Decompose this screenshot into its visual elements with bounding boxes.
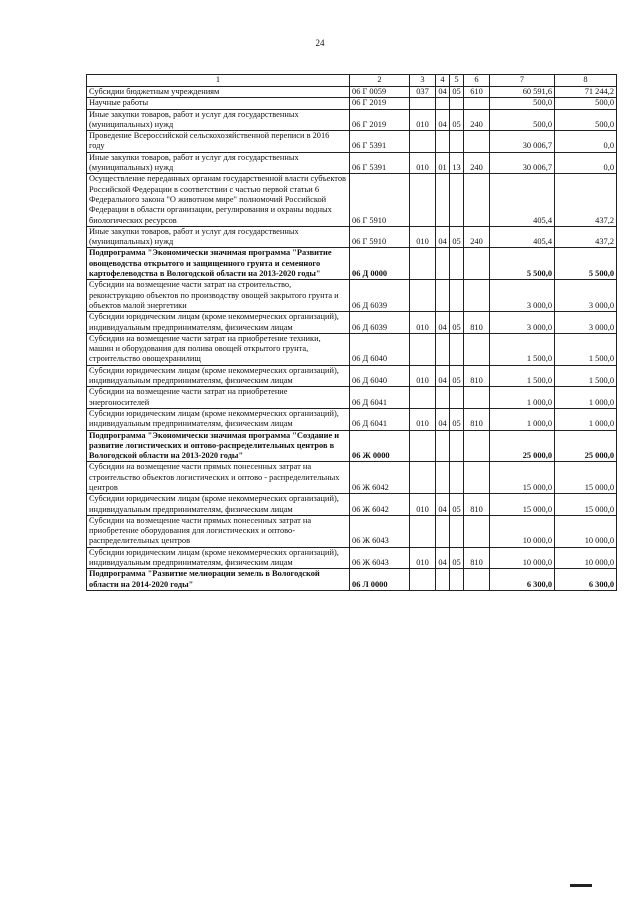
code-cell: 06 Г 0059: [350, 87, 410, 98]
value7-cell: 1 500,0: [490, 333, 555, 365]
row-name-cell: Субсидии юридическим лицам (кроме некоммерческих организаций), индивидуальным предпринимателям, физическим лицам: [87, 494, 350, 516]
table-row: [87, 462, 617, 494]
header-cell: 4: [436, 75, 450, 87]
col4-cell: 04: [436, 312, 450, 334]
value7-cell: 15 000,0: [490, 462, 555, 494]
col5-cell: [450, 280, 464, 312]
col6-cell: [464, 131, 490, 153]
col6-cell: 810: [464, 312, 490, 334]
col5-cell: [450, 515, 464, 547]
code-cell: 06 Г 2019: [350, 98, 410, 109]
col4-cell: [436, 462, 450, 494]
col5-cell: 05: [450, 547, 464, 569]
col4-cell: [436, 280, 450, 312]
table-row: [87, 87, 617, 98]
value7-cell: 5 500,0: [490, 248, 555, 280]
row-name-cell: Иные закупки товаров, работ и услуг для государственных (муниципальных) нужд: [87, 152, 350, 174]
code-cell: 06 Д 6040: [350, 333, 410, 365]
col3-cell: 010: [410, 312, 436, 334]
value7-cell: 25 000,0: [490, 430, 555, 462]
value8-cell: 10 000,0: [555, 515, 617, 547]
header-cell: 5: [450, 75, 464, 87]
value8-cell: 3 000,0: [555, 312, 617, 334]
code-cell: 06 Д 6039: [350, 280, 410, 312]
col6-cell: [464, 387, 490, 409]
col6-cell: [464, 248, 490, 280]
page-number: 24: [315, 38, 325, 48]
row-name-cell: Субсидии бюджетным учреждениям: [87, 87, 350, 98]
value7-cell: 30 006,7: [490, 152, 555, 174]
value8-cell: 500,0: [555, 98, 617, 109]
col3-cell: [410, 280, 436, 312]
col4-cell: 04: [436, 365, 450, 387]
row-name-cell: Иные закупки товаров, работ и услуг для государственных (муниципальных) нужд: [87, 109, 350, 131]
col6-cell: [464, 98, 490, 109]
code-cell: 06 Г 5391: [350, 131, 410, 153]
table-row: [87, 569, 617, 591]
budget-table: [86, 74, 617, 591]
col5-cell: [450, 430, 464, 462]
code-cell: 06 Ж 6042: [350, 494, 410, 516]
table-row: [87, 152, 617, 174]
code-cell: 06 Ж 6043: [350, 515, 410, 547]
col5-cell: 05: [450, 312, 464, 334]
col3-cell: 010: [410, 494, 436, 516]
table-body: [87, 75, 617, 591]
code-cell: 06 Ж 0000: [350, 430, 410, 462]
table-row: [87, 174, 617, 226]
header-cell: 1: [87, 75, 350, 87]
value8-cell: 0,0: [555, 152, 617, 174]
row-name-cell: Подпрограмма "Экономически значимая программа "Создание и развитие логистических и оптово-распределительных центров в Вологодской области на 2013-2020 годы": [87, 430, 350, 462]
table-row: [87, 280, 617, 312]
table-row: [87, 312, 617, 334]
col3-cell: [410, 569, 436, 591]
value8-cell: 15 000,0: [555, 494, 617, 516]
value8-cell: 25 000,0: [555, 430, 617, 462]
row-name-cell: Субсидии на возмещение части прямых понесенных затрат на строительство объектов логистических и оптово - распределительных центров: [87, 462, 350, 494]
value8-cell: 1 500,0: [555, 333, 617, 365]
col5-cell: [450, 98, 464, 109]
table-row: [87, 547, 617, 569]
scan-mark: [570, 884, 592, 887]
col5-cell: 05: [450, 365, 464, 387]
value8-cell: 1 000,0: [555, 408, 617, 430]
col4-cell: 01: [436, 152, 450, 174]
col6-cell: 240: [464, 152, 490, 174]
col4-cell: 04: [436, 547, 450, 569]
code-cell: 06 Г 5910: [350, 174, 410, 226]
col3-cell: [410, 462, 436, 494]
col5-cell: 05: [450, 226, 464, 248]
header-cell: 8: [555, 75, 617, 87]
col6-cell: [464, 174, 490, 226]
col6-cell: 240: [464, 109, 490, 131]
col4-cell: [436, 98, 450, 109]
value8-cell: 0,0: [555, 131, 617, 153]
col5-cell: [450, 248, 464, 280]
code-cell: 06 Г 5910: [350, 226, 410, 248]
value7-cell: 60 591,6: [490, 87, 555, 98]
col5-cell: [450, 569, 464, 591]
value8-cell: 5 500,0: [555, 248, 617, 280]
value8-cell: 500,0: [555, 109, 617, 131]
header-cell: 6: [464, 75, 490, 87]
value7-cell: 30 006,7: [490, 131, 555, 153]
col4-cell: [436, 248, 450, 280]
col6-cell: [464, 569, 490, 591]
value8-cell: 1 500,0: [555, 365, 617, 387]
col5-cell: [450, 387, 464, 409]
row-name-cell: Субсидии юридическим лицам (кроме некоммерческих организаций), индивидуальным предпринимателям, физическим лицам: [87, 408, 350, 430]
col3-cell: 010: [410, 226, 436, 248]
col4-cell: 04: [436, 494, 450, 516]
table-row: [87, 98, 617, 109]
col5-cell: [450, 462, 464, 494]
col6-cell: [464, 515, 490, 547]
col3-cell: [410, 131, 436, 153]
table-row: [87, 131, 617, 153]
value8-cell: 6 300,0: [555, 569, 617, 591]
col3-cell: 010: [410, 547, 436, 569]
header-cell: 2: [350, 75, 410, 87]
col3-cell: [410, 430, 436, 462]
col4-cell: [436, 387, 450, 409]
value7-cell: 15 000,0: [490, 494, 555, 516]
code-cell: 06 Д 6040: [350, 365, 410, 387]
col4-cell: [436, 174, 450, 226]
row-name-cell: Субсидии на возмещение части затрат на приобретение техники, машин и оборудования для полива овощей открытого грунта, строительство овощехранилищ: [87, 333, 350, 365]
value8-cell: 15 000,0: [555, 462, 617, 494]
row-name-cell: Научные работы: [87, 98, 350, 109]
row-name-cell: Субсидии юридическим лицам (кроме некоммерческих организаций), индивидуальным предпринимателям, физическим лицам: [87, 365, 350, 387]
col4-cell: [436, 131, 450, 153]
col5-cell: [450, 333, 464, 365]
table-row: [87, 109, 617, 131]
header-cell: 3: [410, 75, 436, 87]
table-row: [87, 430, 617, 462]
code-cell: 06 Ж 6042: [350, 462, 410, 494]
code-cell: 06 Д 6041: [350, 408, 410, 430]
col4-cell: [436, 430, 450, 462]
col6-cell: 810: [464, 365, 490, 387]
col5-cell: [450, 174, 464, 226]
code-cell: 06 Д 0000: [350, 248, 410, 280]
table-row: [87, 515, 617, 547]
row-name-cell: Субсидии на возмещение части затрат на строительство, реконструкцию объектов по производству овощей закрытого грунта и объектов малой энергетики: [87, 280, 350, 312]
value8-cell: 437,2: [555, 226, 617, 248]
code-cell: 06 Г 2019: [350, 109, 410, 131]
value7-cell: 1 500,0: [490, 365, 555, 387]
col3-cell: [410, 174, 436, 226]
col3-cell: [410, 387, 436, 409]
code-cell: 06 Д 6041: [350, 387, 410, 409]
value7-cell: 500,0: [490, 98, 555, 109]
table-row: [87, 387, 617, 409]
row-name-cell: Субсидии юридическим лицам (кроме некоммерческих организаций), индивидуальным предпринимателям, физическим лицам: [87, 547, 350, 569]
row-name-cell: Осуществление переданных органам государственной власти субъектов Российской Федерации в соответствии с частью первой статьи 6 Федерального закона "О животном мире" полномочий Российской Федерации в области организации, регулирования и охраны водных биологических ресурсов: [87, 174, 350, 226]
value7-cell: 6 300,0: [490, 569, 555, 591]
value7-cell: 405,4: [490, 174, 555, 226]
col6-cell: 810: [464, 547, 490, 569]
code-cell: 06 Г 5391: [350, 152, 410, 174]
col6-cell: 240: [464, 226, 490, 248]
value8-cell: 10 000,0: [555, 547, 617, 569]
col4-cell: 04: [436, 408, 450, 430]
col3-cell: 010: [410, 365, 436, 387]
row-name-cell: Проведение Всероссийской сельскохозяйственной переписи в 2016 году: [87, 131, 350, 153]
col6-cell: [464, 333, 490, 365]
col6-cell: [464, 430, 490, 462]
col3-cell: [410, 248, 436, 280]
code-cell: 06 Ж 6043: [350, 547, 410, 569]
col3-cell: 010: [410, 152, 436, 174]
col6-cell: 810: [464, 408, 490, 430]
col5-cell: 05: [450, 494, 464, 516]
col5-cell: 05: [450, 109, 464, 131]
col4-cell: [436, 515, 450, 547]
col3-cell: 010: [410, 408, 436, 430]
col3-cell: 037: [410, 87, 436, 98]
table-row: [87, 248, 617, 280]
row-name-cell: Субсидии на возмещение части прямых понесенных затрат на приобретение оборудования для логистических и оптово-распределительных центров: [87, 515, 350, 547]
col6-cell: 610: [464, 87, 490, 98]
row-name-cell: Подпрограмма "Экономически значимая программа "Развитие овощеводства открытого и защищенного грунта и семенного картофелеводства в Вологодской области на 2013-2020 годы": [87, 248, 350, 280]
col4-cell: [436, 333, 450, 365]
value7-cell: 500,0: [490, 109, 555, 131]
value7-cell: 10 000,0: [490, 515, 555, 547]
col3-cell: [410, 515, 436, 547]
col4-cell: 04: [436, 87, 450, 98]
value8-cell: 3 000,0: [555, 280, 617, 312]
value7-cell: 3 000,0: [490, 312, 555, 334]
row-name-cell: Иные закупки товаров, работ и услуг для государственных (муниципальных) нужд: [87, 226, 350, 248]
col5-cell: 13: [450, 152, 464, 174]
row-name-cell: Субсидии юридическим лицам (кроме некоммерческих организаций), индивидуальным предпринимателям, физическим лицам: [87, 312, 350, 334]
value8-cell: 1 000,0: [555, 387, 617, 409]
value7-cell: 405,4: [490, 226, 555, 248]
col6-cell: 810: [464, 494, 490, 516]
table-row: [87, 494, 617, 516]
row-name-cell: Подпрограмма "Развитие мелиорации земель в Вологодской области на 2014-2020 годы": [87, 569, 350, 591]
header-row: [87, 75, 617, 87]
table-row: [87, 365, 617, 387]
col5-cell: 05: [450, 408, 464, 430]
col4-cell: 04: [436, 226, 450, 248]
code-cell: 06 Л 0000: [350, 569, 410, 591]
col3-cell: 010: [410, 109, 436, 131]
table-row: [87, 408, 617, 430]
col4-cell: [436, 569, 450, 591]
col4-cell: 04: [436, 109, 450, 131]
value7-cell: 1 000,0: [490, 408, 555, 430]
table-row: [87, 333, 617, 365]
col3-cell: [410, 333, 436, 365]
value7-cell: 3 000,0: [490, 280, 555, 312]
value7-cell: 1 000,0: [490, 387, 555, 409]
col5-cell: 05: [450, 87, 464, 98]
table-row: [87, 226, 617, 248]
row-name-cell: Субсидии на возмещение части затрат на приобретение энергоносителей: [87, 387, 350, 409]
col6-cell: [464, 280, 490, 312]
col6-cell: [464, 462, 490, 494]
header-cell: 7: [490, 75, 555, 87]
code-cell: 06 Д 6039: [350, 312, 410, 334]
value8-cell: 437,2: [555, 174, 617, 226]
value8-cell: 71 244,2: [555, 87, 617, 98]
col3-cell: [410, 98, 436, 109]
value7-cell: 10 000,0: [490, 547, 555, 569]
col5-cell: [450, 131, 464, 153]
